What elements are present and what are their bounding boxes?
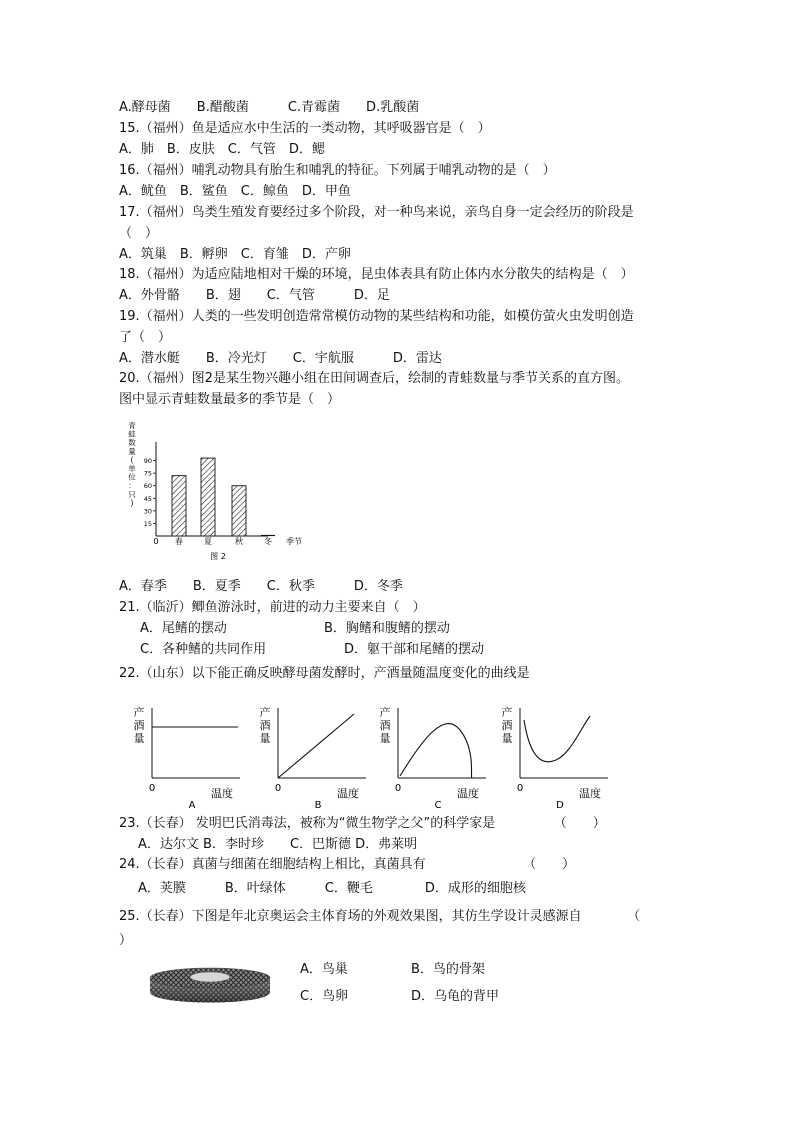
- q19-stem-cont: 了（ ）: [119, 330, 172, 345]
- curve-y-label-char: 量: [133, 732, 145, 745]
- q25-option-a: A．鸟巢: [300, 962, 348, 977]
- chart-y-label-char: (: [130, 455, 134, 465]
- q22-stem: 22.（山东）以下能正确反映酵母菌发酵时，产酒量随温度变化的曲线是: [119, 666, 530, 681]
- q18-stem: 18.（福州）为适应陆地相对干燥的环境，昆虫体表具有防止体内水分散失的结构是（ ）: [119, 267, 634, 282]
- curve-origin-label: 0: [274, 783, 282, 794]
- q25-stem-cont: ）: [119, 933, 133, 948]
- q25-stem: 25.（长春）下图是年北京奥运会主体育场的外观效果图，其仿生学设计灵感源自 （: [119, 909, 641, 924]
- q19-stem: 19.（福州）人类的一些发明创造常常模仿动物的某些结构和功能，如模仿萤火虫发明创造: [119, 309, 634, 324]
- curve-x-label: 温度: [579, 787, 601, 800]
- q25-option-c: C．鸟卵: [300, 989, 349, 1004]
- q15-options: A．肺 B．皮肤 C．气管 D．鳃: [119, 142, 325, 157]
- curve-option-letter: B: [314, 800, 322, 811]
- q16-stem: 16.（福州）哺乳动物具有胎生和哺乳的特征。下列属于哺乳动物的是（ ）: [119, 163, 556, 178]
- q20-stem-cont: 图中显示青蛙数量最多的季节是（ ）: [119, 392, 341, 407]
- chart-y-label-char: 位: [128, 472, 136, 482]
- curve-origin-label: 0: [394, 783, 402, 794]
- curve-line: [278, 714, 354, 778]
- chart-y-label-char: ：: [128, 481, 136, 491]
- chart-y-label-char: 单: [128, 464, 136, 473]
- chart-y-label-char: 量: [128, 446, 136, 456]
- curve-y-label-char: 酒: [501, 719, 513, 732]
- chart-y-tick-label: 45: [143, 494, 152, 503]
- q21-stem: 21.（临沂）鲫鱼游泳时，前进的动力主要来自（ ）: [119, 600, 426, 615]
- curve-origin-label: 0: [516, 783, 524, 794]
- q21-option-d: D．躯干部和尾鳍的摆动: [344, 642, 485, 657]
- curve-line: [524, 716, 590, 762]
- q25-option-b: B．鸟的骨架: [411, 962, 485, 977]
- chart-y-tick-label: 15: [143, 519, 152, 528]
- chart-category-label: 春: [175, 537, 183, 546]
- q23-stem: 23.（长春） 发明巴氏消毒法，被称为“微生物学之父”的科学家是 （ ）: [119, 816, 606, 831]
- curve-option-letter: C: [434, 800, 442, 811]
- curve-y-label-char: 量: [259, 732, 271, 745]
- q20-stem: 20.（福州）图2是某生物兴趣小组在田间调查后，绘制的青蛙数量与季节关系的直方图。: [119, 371, 629, 386]
- chart-caption: 图 2: [210, 552, 226, 561]
- curve-option-letter: A: [188, 800, 196, 811]
- q17-options: A．筑巢 B．孵卵 C．育雏 D．产卵: [119, 247, 351, 262]
- curve-x-label: 温度: [211, 787, 233, 800]
- curve-graph-d: [496, 700, 614, 812]
- chart-y-label-char: 青: [128, 421, 136, 430]
- q14-options: A.酵母菌 B.醋酸菌 C.青霉菌 D.乳酸菌: [119, 100, 420, 115]
- curve-graph-c: [374, 700, 492, 812]
- q17-stem-cont: （ ）: [119, 226, 159, 241]
- chart-y-label-char: ): [130, 498, 134, 508]
- q23-options: A．达尔文 B．李时珍 C．巴斯德 D．弗莱明: [138, 837, 418, 852]
- chart-bar: [232, 486, 246, 536]
- curve-line: [400, 724, 472, 778]
- q15-stem: 15.（福州）鱼是适应水中生活的一类动物，其呼吸器官是（ ）: [119, 121, 491, 136]
- curve-option-letter: D: [556, 800, 564, 811]
- chart-y-tick-label: 75: [143, 469, 152, 478]
- q19-options: A．潜水艇 B．冷光灯 C．宇航服 D．雷达: [119, 351, 442, 366]
- curve-y-label-char: 产: [379, 706, 391, 719]
- curve-y-label-char: 酒: [133, 719, 145, 732]
- curve-y-label-char: 产: [501, 706, 513, 719]
- q21-option-b: B．胸鳍和腹鳍的摆动: [324, 621, 450, 636]
- q21-option-c: C．各种鳍的共同作用: [140, 642, 267, 657]
- birds-nest-stadium-image: [146, 960, 274, 1010]
- q24-stem: 24.（长春）真菌与细菌在细胞结构上相比，真菌具有 （ ）: [119, 857, 576, 872]
- frog-season-bar-chart: [118, 418, 318, 568]
- chart-category-label: 冬: [264, 537, 272, 546]
- chart-y-tick-label: 90: [143, 457, 152, 466]
- q20-options: A．春季 B．夏季 C．秋季 D．冬季: [119, 579, 403, 594]
- q18-options: A．外骨骼 B．翅 C．气管 D．足: [119, 288, 390, 303]
- chart-bar: [201, 458, 215, 536]
- chart-bar: [172, 476, 186, 536]
- curve-y-label-char: 酒: [259, 719, 271, 732]
- chart-category-label: 夏: [204, 537, 212, 546]
- curve-y-label-char: 量: [501, 732, 513, 745]
- chart-y-label-char: 只: [128, 489, 136, 499]
- chart-y-tick-label: 30: [143, 507, 152, 516]
- chart-y-label-char: 数: [128, 438, 136, 448]
- chart-category-label: 秋: [235, 537, 243, 546]
- chart-y-label: [128, 420, 136, 507]
- chart-y-label-char: 蛙: [128, 429, 136, 439]
- curve-y-label-char: 产: [259, 706, 271, 719]
- curve-y-label-char: 酒: [379, 719, 391, 732]
- curve-y-label-char: 量: [379, 732, 391, 745]
- curve-y-label-char: 产: [133, 706, 145, 719]
- curve-origin-label: 0: [148, 783, 156, 794]
- chart-origin-label: 0: [153, 537, 159, 546]
- curve-x-label: 温度: [337, 787, 359, 800]
- chart-x-label: 季节: [286, 537, 302, 546]
- curve-graph-a: [128, 700, 246, 812]
- q24-options: A．荚膜 B．叶绿体 C．鞭毛 D．成形的细胞核: [138, 881, 526, 896]
- q17-stem: 17.（福州）鸟类生殖发育要经过多个阶段，对一种鸟来说，亲鸟自身一定会经历的阶段是: [119, 205, 634, 220]
- curve-graph-b: [254, 700, 372, 812]
- q25-option-d: D．乌龟的背甲: [411, 989, 500, 1004]
- chart-y-tick-label: 60: [143, 482, 152, 491]
- q21-option-a: A．尾鳍的摆动: [140, 621, 227, 636]
- q16-options: A．鱿鱼 B．鲨鱼 C．鲸鱼 D．甲鱼: [119, 184, 351, 199]
- curve-x-label: 温度: [457, 787, 479, 800]
